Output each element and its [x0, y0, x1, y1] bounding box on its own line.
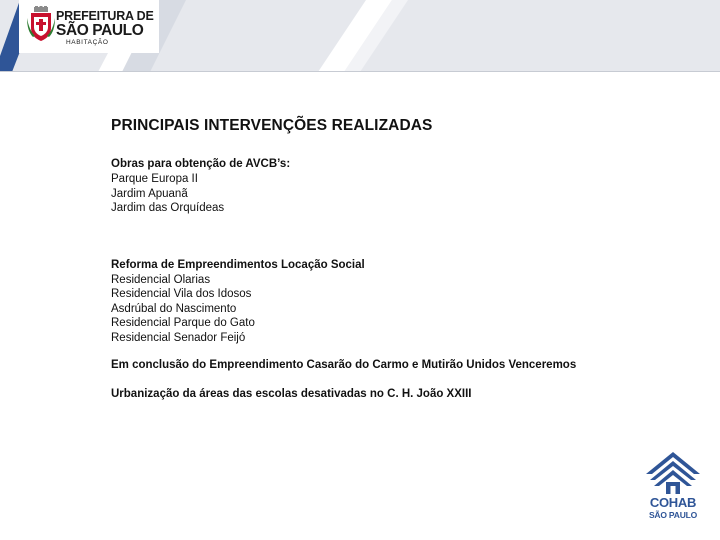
org-name-line1: PREFEITURA DE: [56, 9, 154, 23]
cohab-logo: [646, 452, 700, 524]
list-item: Asdrúbal do Nascimento: [111, 303, 237, 315]
house-roof-icon: [646, 452, 700, 494]
list-item: Residencial Parque do Gato: [111, 317, 255, 329]
page-title: PRINCIPAIS INTERVENÇÕES REALIZADAS: [111, 117, 433, 134]
list-item: Parque Europa II: [111, 173, 198, 185]
list-item: Jardim Apuanã: [111, 188, 188, 200]
org-name-line3: HABITAÇÃO: [66, 39, 109, 46]
cohab-name: COHAB: [649, 495, 697, 510]
section-locacao-heading: Reforma de Empreendimentos Locação Social: [111, 259, 365, 271]
section-avcb-heading: Obras para obtenção de AVCB’s:: [111, 158, 291, 170]
cohab-city: SÃO PAULO: [648, 510, 698, 520]
prefeitura-logo: [19, 0, 159, 53]
paragraph-casarao: Em conclusão do Empreendimento Casarão do Carmo e Mutirão Unidos Venceremos: [111, 359, 577, 371]
list-item: Residencial Olarias: [111, 274, 211, 286]
list-item: Jardim das Orquídeas: [111, 202, 225, 214]
list-item: Residencial Vila dos Idosos: [111, 288, 252, 300]
paragraph-urbanizacao: Urbanização da áreas das escolas desativadas no C. H. João XXIII: [111, 388, 472, 400]
org-name-line2: SÃO PAULO: [56, 22, 144, 39]
list-item: Residencial Senador Feijó: [111, 332, 246, 344]
sao-paulo-crest-icon: [27, 6, 55, 42]
